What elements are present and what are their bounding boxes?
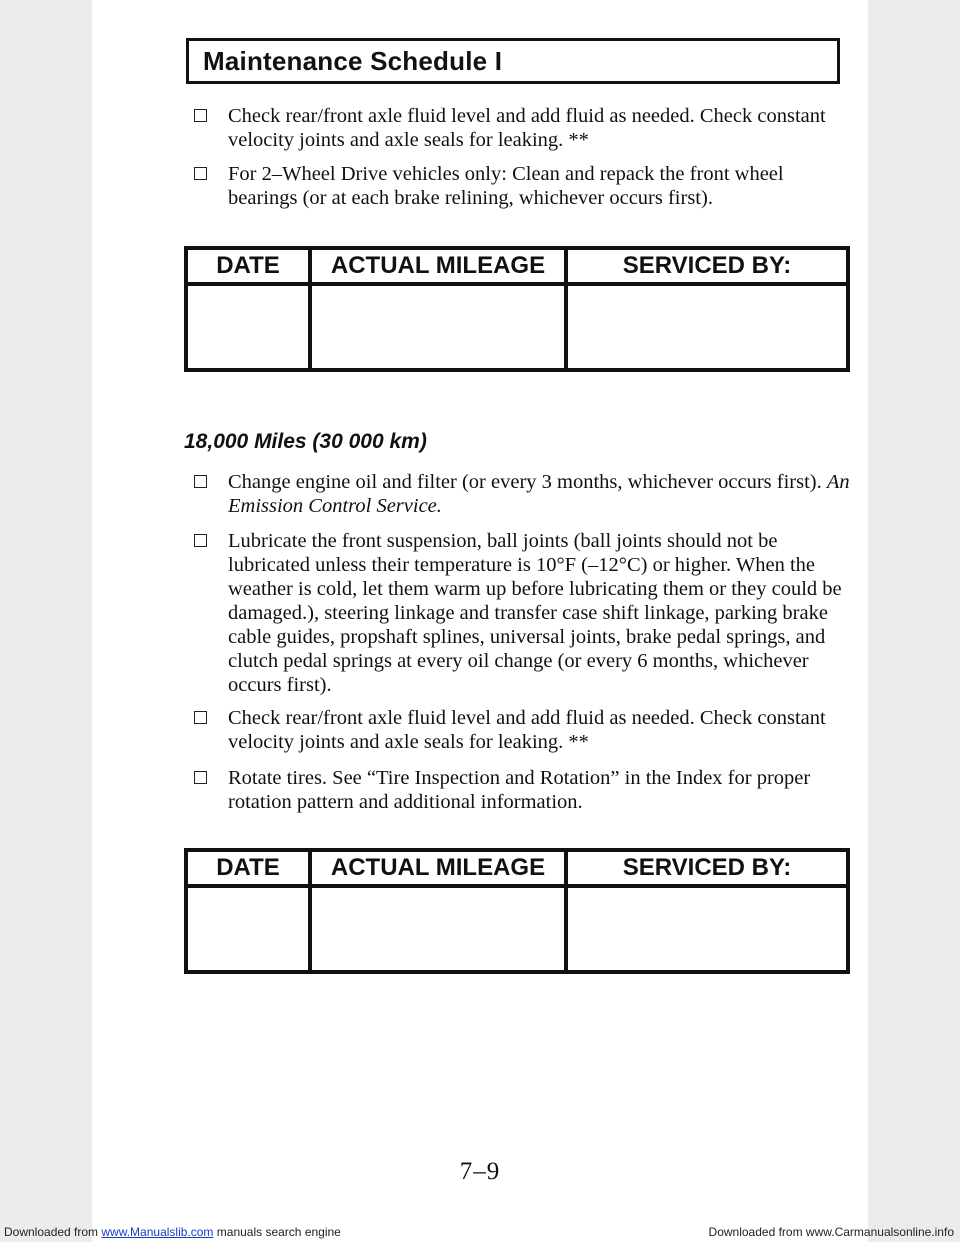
mileage-cell — [310, 284, 566, 370]
column-header-mileage: ACTUAL MILEAGE — [310, 850, 566, 886]
column-header-serviced-by: SERVICED BY: — [566, 248, 848, 284]
checkbox-icon[interactable] — [194, 167, 207, 180]
page-number: 7–9 — [459, 1158, 501, 1185]
column-header-date: DATE — [186, 850, 310, 886]
checklist-item — [194, 529, 854, 697]
footer-bar — [0, 1222, 960, 1242]
footer-left — [4, 1222, 341, 1242]
checklist-item — [194, 706, 854, 754]
checklist-item — [194, 162, 854, 210]
checklist-item-text: Check rear/front axle fluid level and add fluid as needed. Check constant velocity joints and axle seals for leaking. ** — [228, 707, 826, 753]
date-cell — [186, 886, 310, 972]
serviced-by-cell — [566, 284, 848, 370]
table-header-row — [186, 850, 848, 886]
checklist-item — [194, 470, 854, 518]
footer-right-watermark: Downloaded from www.Carmanualsonline.info — [708, 1225, 954, 1239]
emission-control-note: An Emission Control Service. — [228, 471, 850, 517]
date-cell — [186, 284, 310, 370]
table-row — [186, 886, 848, 972]
checklist-item-text — [228, 470, 854, 518]
column-header-date: DATE — [186, 248, 310, 284]
checkbox-icon[interactable] — [194, 475, 207, 488]
table-header-row — [186, 248, 848, 284]
column-header-serviced-by: SERVICED BY: — [566, 850, 848, 886]
service-record-table — [184, 246, 850, 372]
page-title-text: Maintenance Schedule I — [203, 45, 503, 76]
footer-suffix: manuals search engine — [213, 1225, 341, 1239]
column-header-mileage: ACTUAL MILEAGE — [310, 248, 566, 284]
checkbox-icon[interactable] — [194, 534, 207, 547]
mileage-cell — [310, 886, 566, 972]
checklist-item — [194, 766, 854, 814]
checkbox-icon[interactable] — [194, 771, 207, 784]
checklist-item — [194, 104, 854, 152]
checkbox-icon[interactable] — [194, 109, 207, 122]
serviced-by-cell — [566, 886, 848, 972]
table-row — [186, 284, 848, 370]
checklist-item-text: Lubricate the front suspension, ball joints (ball joints should not be lubricated unless their temperature is 10°F (–12°C) or higher. When the weather is cold, let them warm up before lubricating them or they could be damaged.), steering linkage and transfer case shift linkage, parking brake cable guides, propshaft splines, universal joints, brake pedal springs, and clutch pedal springs at every oil change (or every 6 months, whichever occurs first). — [228, 530, 842, 696]
checklist-item-text: For 2–Wheel Drive vehicles only: Clean and repack the front wheel bearings (or at each brake relining, whichever occurs first). — [228, 163, 784, 209]
checklist-item-text: Check rear/front axle fluid level and add fluid as needed. Check constant velocity joints and axle seals for leaking. ** — [228, 105, 826, 151]
checklist-item-main-text: Change engine oil and filter (or every 3 months, whichever occurs first). — [228, 471, 822, 493]
page-title — [186, 38, 840, 84]
footer-prefix: Downloaded from — [4, 1225, 102, 1239]
checklist-item-text: Rotate tires. See “Tire Inspection and Rotation” in the Index for proper rotation pattern and additional information. — [228, 767, 811, 813]
section-heading: 18,000 Miles (30 000 km) — [184, 430, 427, 453]
checkbox-icon[interactable] — [194, 711, 207, 724]
service-record-table — [184, 848, 850, 974]
manualslib-link[interactable]: www.Manualslib.com — [101, 1225, 214, 1239]
